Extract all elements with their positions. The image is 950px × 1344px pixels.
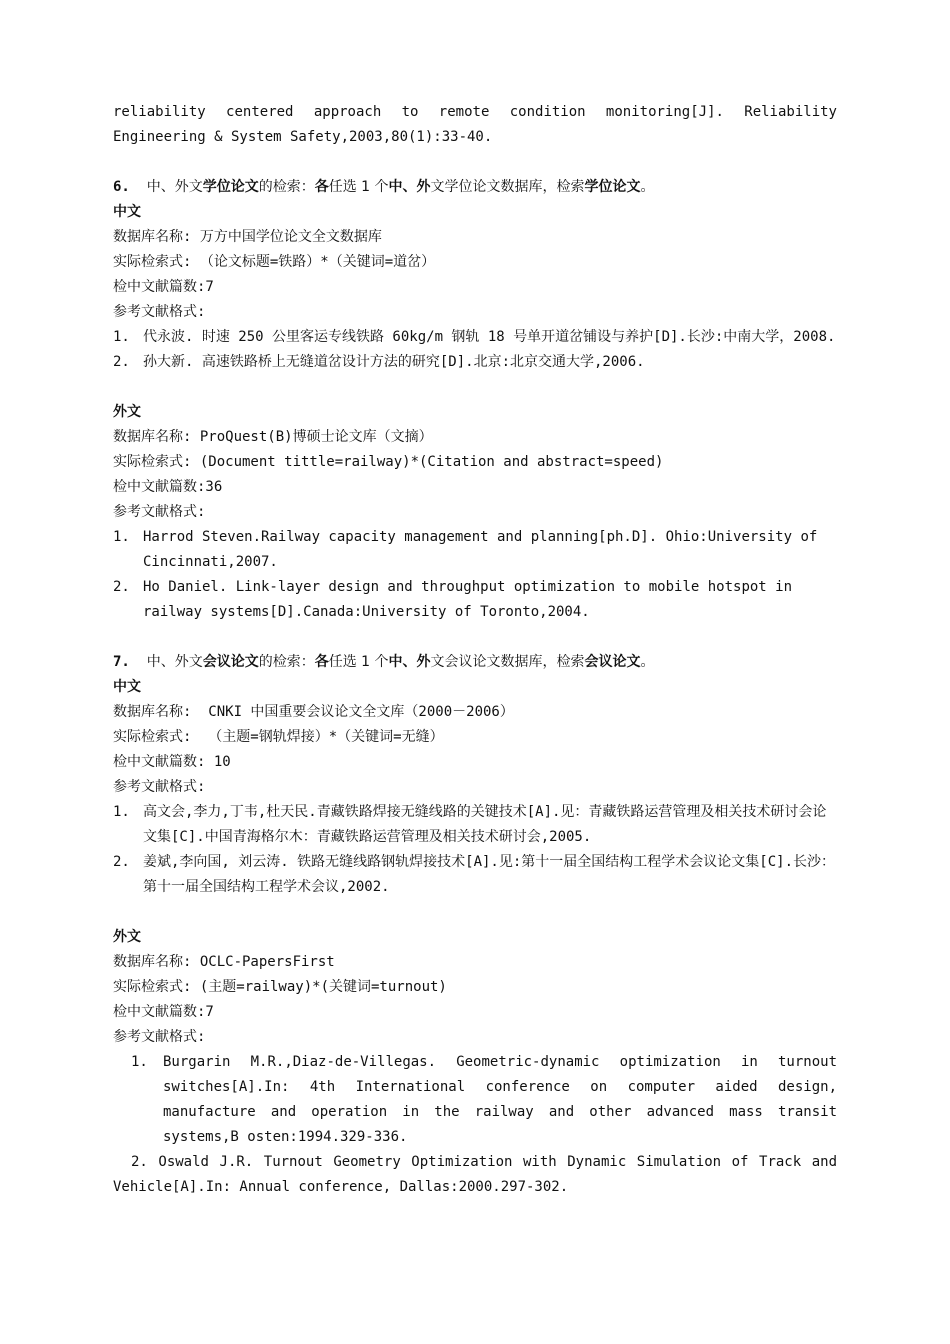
reference-number: 1. <box>113 329 130 345</box>
reference-item <box>113 800 837 850</box>
reference-text: Harrod Steven.Railway capacity management and planning[ph.D]. Ohio:University of Cincinnati,2007. <box>143 529 818 570</box>
title-text: 的检索： <box>258 654 315 670</box>
reference-item <box>113 1050 837 1150</box>
database-name: 数据库名称: ProQuest(B)博硕士论文库（文摘） <box>113 429 433 445</box>
search-query: 实际检索式: (主题=railway)*(关键词=turnout) <box>113 979 447 995</box>
section-heading-foreign: 外文 <box>113 929 141 945</box>
title-bold: 中、外 <box>388 179 431 195</box>
title-text: 的检索： <box>258 179 315 195</box>
title-text: 任选 1 个 <box>328 179 389 195</box>
reference-format-label: 参考文献格式: <box>113 779 206 795</box>
title-bold: 各 <box>314 654 329 670</box>
title-text: 文学位论文数据库，检索 <box>430 179 585 195</box>
title-text: 。 <box>640 654 655 670</box>
spacer <box>113 900 837 925</box>
question-7-title <box>113 650 837 675</box>
title-bold: 各 <box>314 179 329 195</box>
title-bold: 会议论文 <box>202 654 259 670</box>
title-text: 文会议论文数据库，检索 <box>430 654 585 670</box>
spacer <box>113 375 837 400</box>
reference-item <box>113 350 837 375</box>
reference-number: 1. <box>131 1054 148 1070</box>
search-query: 实际检索式: （主题=钢轨焊接）*（关键词=无缝） <box>113 729 444 745</box>
spacer <box>113 625 837 650</box>
database-name: 数据库名称: OCLC-PapersFirst <box>113 954 335 970</box>
reference-item-2-line-1: 2. Oswald J.R. Turnout Geometry Optimization with Dynamic Simulation of Track and <box>131 1154 837 1170</box>
title-text: 中、外文 <box>146 654 203 670</box>
reference-item <box>113 525 837 575</box>
reference-item <box>113 575 837 625</box>
reference-format-label: 参考文献格式: <box>113 1029 206 1045</box>
continuation-line-1: reliability centered approach to remote condition monitoring[J]. Reliability <box>113 104 837 120</box>
reference-number: 2. <box>113 354 130 370</box>
reference-number: 2. <box>113 854 130 870</box>
reference-text: Ho Daniel. Link-layer design and throughput optimization to mobile hotspot in railway systems[D].Canada:University of Toronto,2004. <box>143 579 793 620</box>
reference-text: 高文会,李力,丁韦,杜天民.青藏铁路焊接无缝线路的关键技术[A].见：青藏铁路运营管理及相关技术研讨会论文集[C].中国青海格尔木：青藏铁路运营管理及相关技术研讨会,2005. <box>143 804 827 845</box>
question-number: 6. <box>113 179 130 195</box>
reference-text: Burgarin M.R.,Diaz-de-Villegas. Geometric-dynamic optimization in turnout switches[A].In: 4th International conference on computer aided design, manufacture and operation in the railway and other advanced mass transit systems,B osten:1994.329-336. <box>163 1054 837 1145</box>
reference-text: 孙大新. 高速铁路桥上无缝道岔设计方法的研究[D].北京:北京交通大学,2006. <box>143 354 645 370</box>
question-number: 7. <box>113 654 130 670</box>
reference-number: 1. <box>113 529 130 545</box>
hit-count: 检中文献篇数:7 <box>113 1004 214 1020</box>
reference-text: 代永波. 时速 250 公里客运专线铁路 60kg/m 钢轨 18 号单开道岔铺设与养护[D].长沙:中南大学，2008. <box>143 329 836 345</box>
section-heading-chinese: 中文 <box>113 204 141 220</box>
document-content <box>113 100 837 1200</box>
hit-count: 检中文献篇数:36 <box>113 479 223 495</box>
spacer <box>113 150 837 175</box>
reference-text: 姜斌,李向国, 刘云涛. 铁路无缝线路钢轨焊接技术[A].见:第十一届全国结构工程学术会议论文集[C].长沙：第十一届全国结构工程学术会议,2002. <box>143 854 835 895</box>
reference-item <box>113 325 837 350</box>
hit-count: 检中文献篇数: 10 <box>113 754 231 770</box>
title-bold: 会议论文 <box>584 654 641 670</box>
section-heading-foreign: 外文 <box>113 404 141 420</box>
reference-item-2-line-2: Vehicle[A].In: Annual conference, Dallas:2000.297-302. <box>113 1179 569 1195</box>
title-bold: 中、外 <box>388 654 431 670</box>
search-query: 实际检索式: (Document tittle=railway)*(Citation and abstract=speed) <box>113 454 664 470</box>
title-text: 。 <box>640 179 655 195</box>
hit-count: 检中文献篇数:7 <box>113 279 214 295</box>
reference-format-label: 参考文献格式: <box>113 504 206 520</box>
reference-number: 2. <box>113 579 130 595</box>
question-6-title <box>113 175 837 200</box>
continuation-line-2: Engineering & System Safety,2003,80(1):33-40. <box>113 129 493 145</box>
title-text: 任选 1 个 <box>328 654 389 670</box>
title-bold: 学位论文 <box>584 179 641 195</box>
title-bold: 学位论文 <box>202 179 259 195</box>
section-heading-chinese: 中文 <box>113 679 141 695</box>
reference-item <box>113 850 837 900</box>
reference-number: 1. <box>113 804 130 820</box>
title-text: 中、外文 <box>146 179 203 195</box>
search-query: 实际检索式: （论文标题=铁路）*（关键词=道岔） <box>113 254 436 270</box>
reference-format-label: 参考文献格式: <box>113 304 206 320</box>
database-name: 数据库名称: 万方中国学位论文全文数据库 <box>113 229 382 245</box>
database-name: 数据库名称: CNKI 中国重要会议论文全文库（2000－2006） <box>113 704 514 720</box>
